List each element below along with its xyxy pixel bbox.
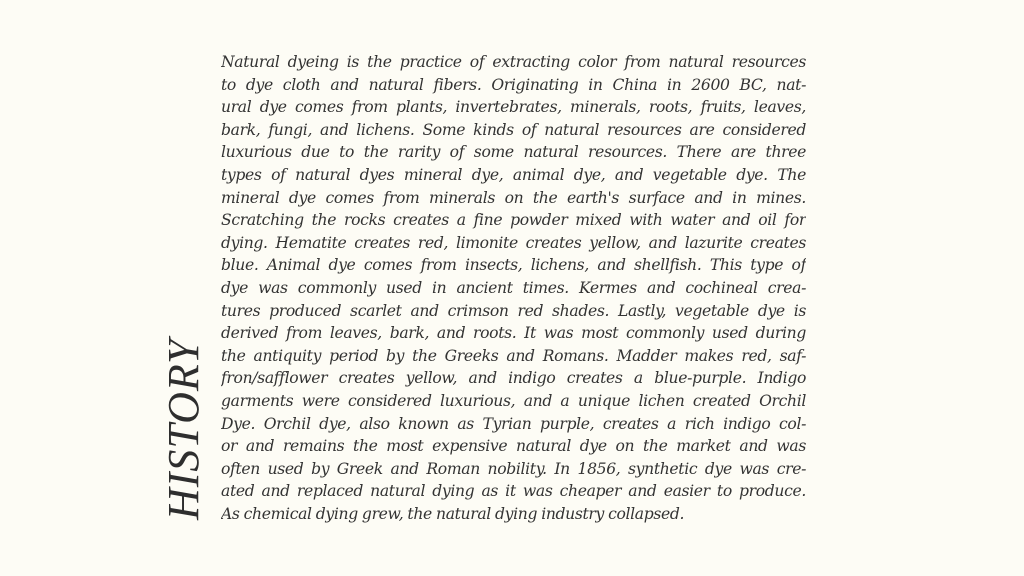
body-line: mineral dye comes from minerals on the earth's surface and in mines. [221, 188, 806, 207]
body-line: As chemical dying grew, the natural dying industry collapsed. [221, 504, 685, 523]
body-line: bark, fungi, and lichens. Some kinds of natural resources are considered [221, 120, 806, 139]
body-line: types of natural dyes mineral dye, animal dye, and vegetable dye. The [221, 165, 806, 184]
section-title: HISTORY [159, 338, 208, 520]
body-paragraph [221, 51, 806, 525]
body-line: fron/safflower creates yellow, and indigo creates a blue-purple. Indigo [221, 369, 806, 388]
body-line: blue. Animal dye comes from insects, lichens, and shellfish. This type of [221, 256, 806, 275]
body-line: tures produced scarlet and crimson red shades. Lastly, vegetable dye is [221, 301, 806, 320]
body-line: the antiquity period by the Greeks and Romans. Madder makes red, saf- [221, 346, 806, 365]
body-line: Scratching the rocks creates a fine powder mixed with water and oil for [221, 211, 806, 230]
body-line: luxurious due to the rarity of some natural resources. There are three [221, 143, 806, 162]
body-line: or and remains the most expensive natural dye on the market and was [221, 437, 806, 456]
body-line: dying. Hematite creates red, limonite creates yellow, and lazurite creates [221, 233, 806, 252]
body-line: to dye cloth and natural fibers. Originating in China in 2600 BC, nat- [221, 75, 806, 94]
body-line: ural dye comes from plants, invertebrates, minerals, roots, fruits, leaves, [221, 98, 806, 117]
body-line: often used by Greek and Roman nobility. In 1856, synthetic dye was cre- [221, 459, 806, 478]
body-line: dye was commonly used in ancient times. Kermes and cochineal crea- [221, 278, 806, 297]
body-line: Dye. Orchil dye, also known as Tyrian purple, creates a rich indigo col- [221, 414, 806, 433]
body-line: derived from leaves, bark, and roots. It was most commonly used during [221, 324, 806, 343]
body-line: ated and replaced natural dying as it was cheaper and easier to produce. [221, 482, 806, 501]
body-line: garments were considered luxurious, and a unique lichen created Orchil [221, 391, 806, 410]
body-line: Natural dyeing is the practice of extracting color from natural resources [221, 53, 806, 71]
